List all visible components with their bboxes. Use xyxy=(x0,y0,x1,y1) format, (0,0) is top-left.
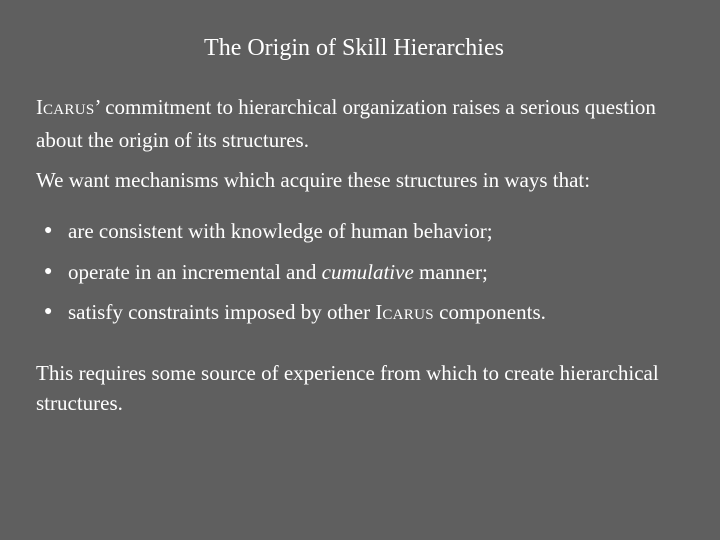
bullet-text: are consistent with knowledge of human behavior; xyxy=(68,219,493,243)
bullet-text-after: manner; xyxy=(413,259,488,284)
icarus-name-smallcaps: CARUS xyxy=(382,307,434,323)
conclusion-paragraph: This requires some source of experience from which to create hierarchical structures. xyxy=(36,361,659,415)
goal-paragraph: We want mechanisms which acquire these structures in ways that: xyxy=(36,168,591,192)
requirements-list xyxy=(44,216,684,338)
bullet-icon: ● xyxy=(44,263,53,279)
icarus-name-initial: I xyxy=(375,300,383,324)
bullet-icon: ● xyxy=(44,304,53,319)
list-item xyxy=(44,216,684,257)
bullet-text-before: satisfy constraints imposed by other xyxy=(68,300,376,324)
intro-paragraph xyxy=(36,92,686,155)
icarus-name-initial: I xyxy=(36,95,43,119)
bullet-emphasis: cumulative xyxy=(321,259,414,284)
bullet-text xyxy=(68,297,546,330)
bullet-text xyxy=(68,257,488,287)
bullet-text-before: operate in an incremental and xyxy=(68,259,322,284)
list-item xyxy=(44,257,684,298)
intro-text: ’ commitment to hierarchical organization raises a serious question about the origin of its structures. xyxy=(36,95,656,152)
list-item xyxy=(44,297,684,338)
icarus-name-smallcaps: CARUS xyxy=(43,102,95,118)
bullet-icon: ● xyxy=(44,223,53,238)
slide-title: The Origin of Skill Hierarchies xyxy=(204,35,504,61)
bullet-text-after: components. xyxy=(433,300,546,324)
